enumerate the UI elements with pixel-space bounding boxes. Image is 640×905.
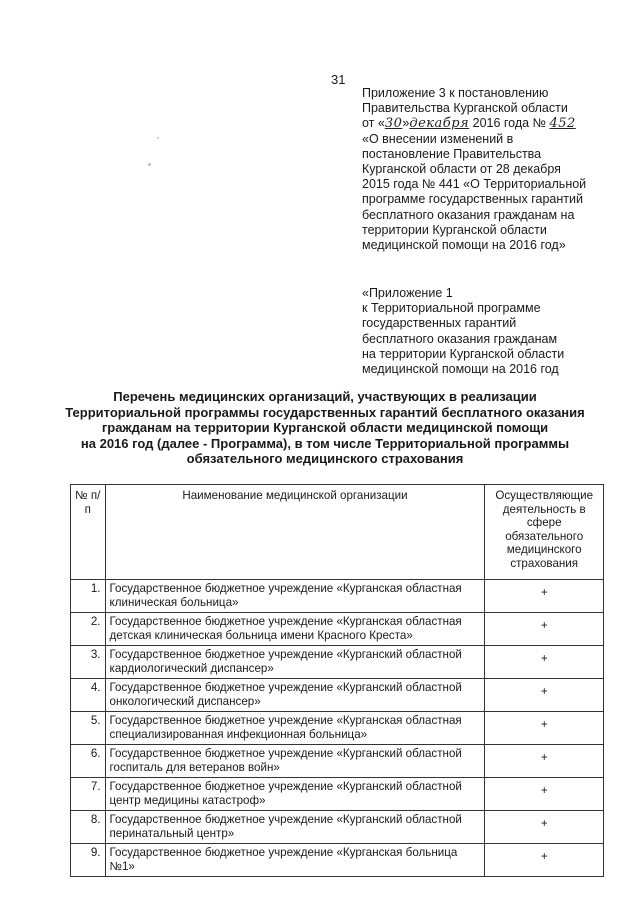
appendix-line-2: Правительства Курганской области xyxy=(362,101,568,116)
row-oms xyxy=(485,778,604,811)
table-row xyxy=(71,745,604,778)
table-row xyxy=(71,778,604,811)
row-name: Государственное бюджетное учреждение «Курганский областной госпиталь для ветеранов войн» xyxy=(105,745,485,778)
row-name: Государственное бюджетное учреждение «Курганская областная специализированная инфекционная больница» xyxy=(105,712,485,745)
table-row xyxy=(71,712,604,745)
table-row xyxy=(71,646,604,679)
row-name: Государственное бюджетное учреждение «Курганский областной центр медицины катастроф» xyxy=(105,778,485,811)
oms-mark: + xyxy=(540,586,548,599)
decree-title-line: постановление Правительства xyxy=(362,146,542,161)
table-row xyxy=(71,613,604,646)
table-row xyxy=(71,844,604,877)
scan-speck xyxy=(157,137,159,139)
appendix1-line: «Приложение 1 xyxy=(362,286,453,300)
decree-date-line xyxy=(362,116,624,131)
appendix-header xyxy=(362,86,624,253)
row-name: Государственное бюджетное учреждение «Курганская больница №1» xyxy=(105,844,485,877)
date-suffix: 2016 года № xyxy=(469,116,546,131)
row-name: Государственное бюджетное учреждение «Курганский областной кардиологический диспансер» xyxy=(105,646,485,679)
decree-title-line: «О внесении изменений в xyxy=(362,131,514,146)
heading-line: обязательного медицинского страхования xyxy=(186,451,464,466)
page-number: 31 xyxy=(331,72,346,87)
oms-mark: + xyxy=(540,718,548,731)
row-name: Государственное бюджетное учреждение «Курганский областной онкологический диспансер» xyxy=(105,679,485,712)
heading-line: гражданам на территории Курганской области медицинской помощи xyxy=(101,420,549,435)
scan-speck xyxy=(148,163,151,166)
decree-title-line: Курганской области от 28 декабря xyxy=(362,162,561,177)
header-num: № п/п xyxy=(71,485,106,580)
oms-mark: + xyxy=(540,817,548,830)
handwritten-day: 30 xyxy=(384,116,403,132)
appendix1-line: бесплатного оказания гражданам xyxy=(362,331,558,346)
row-oms xyxy=(485,679,604,712)
row-num: 7. xyxy=(71,778,106,811)
table-row xyxy=(71,679,604,712)
row-name: Государственное бюджетное учреждение «Курганский областной перинатальный центр» xyxy=(105,811,485,844)
row-oms xyxy=(485,613,604,646)
appendix1-line: государственных гарантий xyxy=(362,316,517,331)
row-num: 6. xyxy=(71,745,106,778)
decree-title-line: программе государственных гарантий xyxy=(362,192,583,207)
row-oms xyxy=(485,745,604,778)
row-oms xyxy=(485,712,604,745)
oms-mark: + xyxy=(540,619,548,632)
heading-line: на 2016 год (далее - Программа), в том числе Территориальной программы xyxy=(80,435,570,451)
decree-title-line: бесплатного оказания гражданам на xyxy=(362,207,575,222)
heading-line: Перечень медицинских организаций, участвующих в реализации xyxy=(113,389,537,404)
row-oms xyxy=(485,811,604,844)
table-header-row xyxy=(71,485,604,580)
appendix1-line: медицинской помощи на 2016 год xyxy=(362,362,559,377)
heading-line: Территориальной программы государственных гарантий бесплатного оказания xyxy=(65,404,585,420)
row-num: 2. xyxy=(71,613,106,646)
oms-mark: + xyxy=(540,784,548,797)
row-num: 9. xyxy=(71,844,106,877)
handwritten-month: декабря xyxy=(409,116,470,132)
decree-title-line: медицинской помощи на 2016 год» xyxy=(362,238,566,253)
appendix1-line: на территории Курганской области xyxy=(362,346,565,361)
oms-mark: + xyxy=(540,652,548,665)
row-num: 5. xyxy=(71,712,106,745)
table-row xyxy=(71,811,604,844)
date-mid: » xyxy=(402,116,410,131)
row-oms xyxy=(485,844,604,877)
date-prefix: от « xyxy=(362,116,385,131)
decree-title-line: территории Курганской области xyxy=(362,222,547,237)
row-oms xyxy=(485,646,604,679)
header-name: Наименование медицинской организации xyxy=(105,485,485,580)
row-name: Государственное бюджетное учреждение «Курганская областная детская клиническая больница имени Красного Креста» xyxy=(105,613,485,646)
document-heading xyxy=(40,389,610,467)
handwritten-doc-number: 452 xyxy=(549,116,576,132)
table-row xyxy=(71,580,604,613)
appendix1-line: к Территориальной программе xyxy=(362,301,541,316)
row-num: 4. xyxy=(71,679,106,712)
row-name: Государственное бюджетное учреждение «Курганская областная клиническая больница» xyxy=(105,580,485,613)
oms-mark: + xyxy=(540,850,548,863)
oms-mark: + xyxy=(540,685,548,698)
header-oms: Осуществляющие деятельность в сфере обязательного медицинского страхования xyxy=(485,485,604,580)
decree-title-line: 2015 года № 441 «О Территориальной xyxy=(362,177,587,192)
appendix1-header xyxy=(362,286,624,377)
row-num: 3. xyxy=(71,646,106,679)
oms-mark: + xyxy=(540,751,548,764)
row-num: 1. xyxy=(71,580,106,613)
row-oms xyxy=(485,580,604,613)
row-num: 8. xyxy=(71,811,106,844)
organizations-table xyxy=(70,484,604,877)
appendix-line-1: Приложение 3 к постановлению xyxy=(362,86,549,100)
